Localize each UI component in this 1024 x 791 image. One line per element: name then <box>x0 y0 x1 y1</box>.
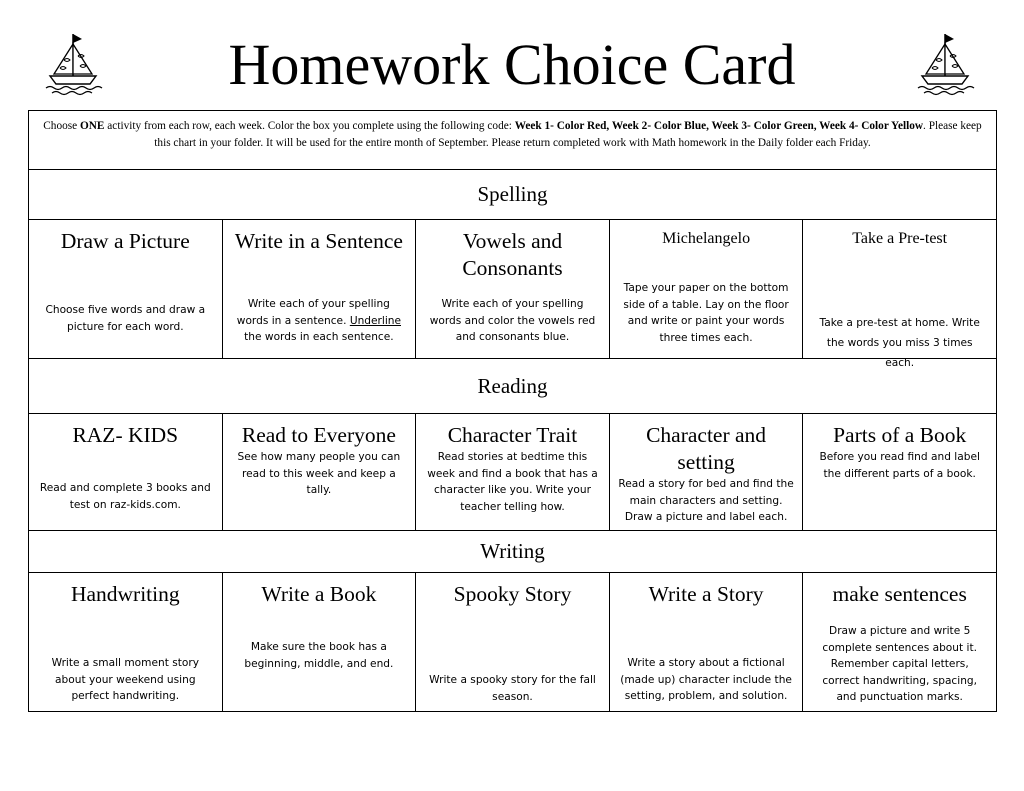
activity-title: Parts of a Book <box>833 423 967 447</box>
activity-description: Draw a picture and write 5 complete sentences about it. Remember capital letters, correct handwriting, spacing, and punctuation marks. <box>822 625 978 703</box>
activity-title: Take a Pre-test <box>852 230 948 247</box>
activity-cell[interactable] <box>29 573 223 712</box>
activity-title: Draw a Picture <box>60 229 190 253</box>
activity-cell[interactable] <box>609 220 803 359</box>
activity-description: Read and complete 3 books and test on raz-kids.com. <box>39 482 211 511</box>
activity-cell[interactable] <box>609 414 803 531</box>
activity-description: See how many people you can read to this week and keep a tally. <box>237 451 401 496</box>
activity-title: Character and setting <box>646 423 767 474</box>
section-header-writing <box>29 531 997 573</box>
activity-description-text: Write each of your spelling words in a sentence. <box>236 298 390 327</box>
activity-title: Write in a Sentence <box>234 229 403 253</box>
activity-description: Read a story for bed and find the main characters and setting. Draw a picture and label each. <box>618 478 794 523</box>
activity-cell[interactable] <box>803 220 997 369</box>
activity-description: Write each of your spelling words and color the vowels red and consonants blue. <box>429 298 596 343</box>
activity-cell[interactable] <box>416 573 610 712</box>
instructions-emphasis: ONE <box>79 120 105 132</box>
activity-description: Write a spooky story for the fall season. <box>429 674 596 703</box>
activity-cell[interactable] <box>222 220 416 359</box>
activity-cell[interactable] <box>416 220 610 359</box>
instructions-text: activity from each row, each week. Color the box you complete using the following code: <box>104 120 515 132</box>
activity-title: Read to Everyone <box>241 423 396 447</box>
activity-title: Michelangelo <box>662 230 751 247</box>
activity-cell[interactable] <box>609 573 803 712</box>
activity-cell[interactable] <box>803 573 997 712</box>
activity-description: Tape your paper on the bottom side of a table. Lay on the floor and write or paint your words three times each. <box>623 282 789 344</box>
activity-title: Write a Story <box>648 582 764 606</box>
section-label: Reading <box>477 373 548 398</box>
activity-description: Make sure the book has a beginning, middle, and end. <box>244 641 394 670</box>
section-label: Spelling <box>477 182 548 206</box>
activity-cell[interactable] <box>29 220 223 359</box>
activity-description: Write a small moment story about your weekend using perfect handwriting. <box>51 657 200 702</box>
choice-card-table <box>28 110 997 712</box>
section-header-spelling <box>29 170 997 220</box>
activity-title: RAZ- KIDS <box>72 423 179 447</box>
activity-title: Spooky Story <box>453 582 572 606</box>
activity-description <box>223 296 416 346</box>
activity-description-text: the words in each sentence. <box>244 331 394 343</box>
activity-description: Before you read find and label the different parts of a book. <box>819 451 980 480</box>
activity-description: Choose five words and draw a picture for each word. <box>45 304 206 333</box>
instructions <box>29 111 997 170</box>
activity-title: make sentences <box>832 582 967 606</box>
page-title: Homework Choice Card <box>228 32 796 97</box>
activity-title: Handwriting <box>70 582 180 606</box>
activity-description: Take a pre-test at home. Write the words you miss 3 times each. <box>819 317 980 369</box>
activity-title: Character Trait <box>447 423 578 447</box>
activity-cell[interactable] <box>222 573 416 712</box>
instructions-text: . Please keep this chart in your folder. It will be used for the entire month of September. Please return completed work with Math homework in the Daily folder each Friday. <box>154 120 982 149</box>
activity-cell[interactable] <box>222 414 416 531</box>
activity-title: Vowels and Consonants <box>462 229 563 280</box>
activity-cell[interactable] <box>29 414 223 531</box>
underlined-word: Underline <box>349 314 401 327</box>
section-label: Writing <box>480 539 545 563</box>
activity-cell[interactable] <box>416 414 610 531</box>
instructions-text: Choose <box>43 120 80 132</box>
activity-cell[interactable] <box>803 414 997 531</box>
activity-description: Read stories at bedtime this week and find a book that has a character like you. Write your teacher telling how. <box>427 451 598 513</box>
activity-description: Write a story about a fictional (made up) character include the setting, problem, and solution. <box>620 657 792 702</box>
activity-title: Write a Book <box>261 582 377 606</box>
color-code: Week 1- Color Red, Week 2- Color Blue, Week 3- Color Green, Week 4- Color Yellow <box>514 120 924 132</box>
